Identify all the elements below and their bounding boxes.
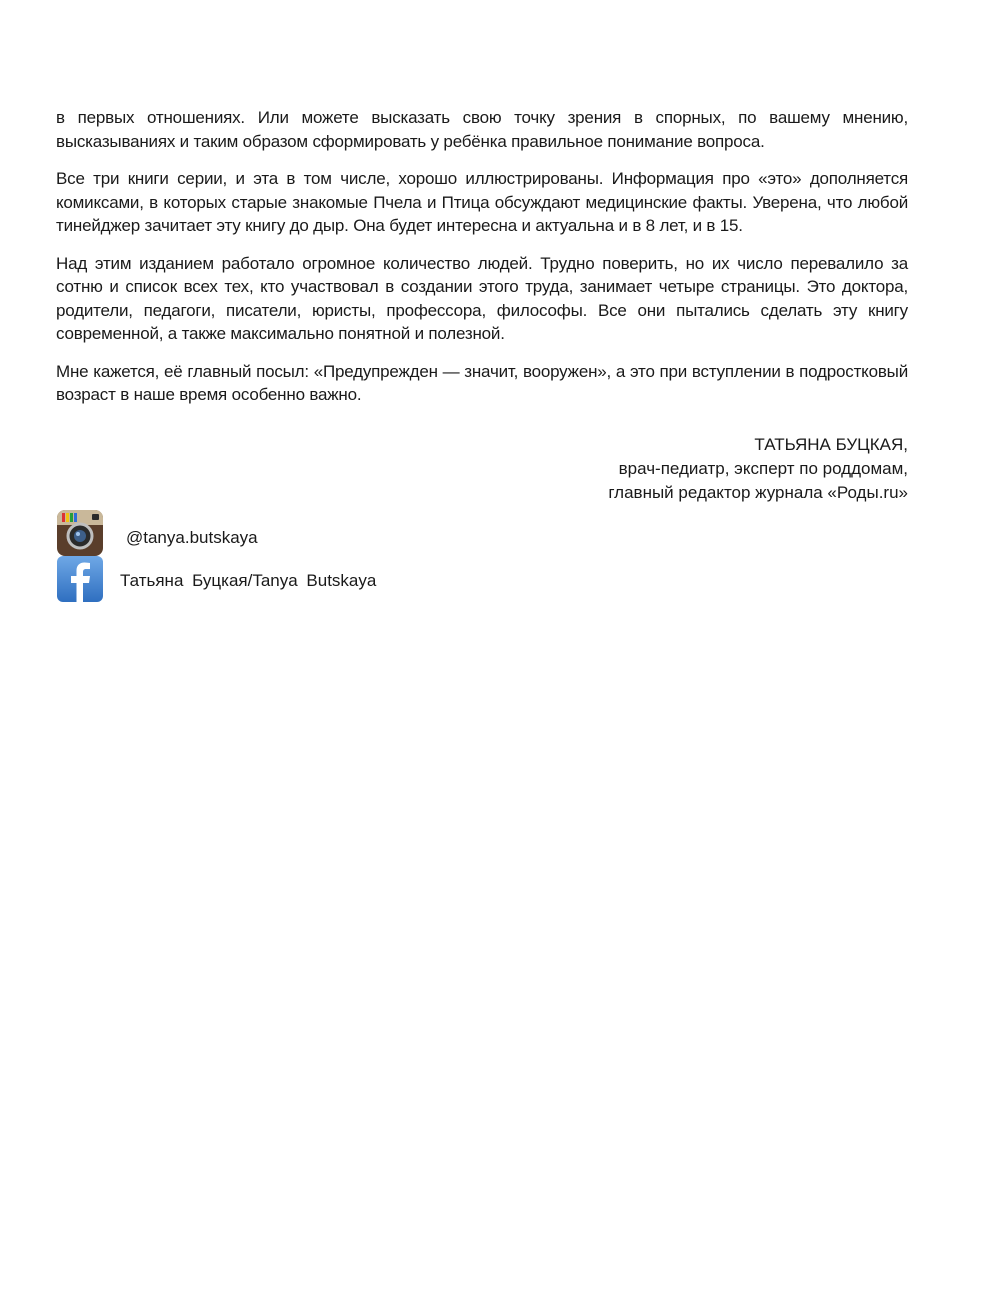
instagram-handle[interactable]: @tanya.butskaya [126, 527, 258, 547]
article-page [56, 106, 908, 605]
paragraph-3: Над этим изданием работало огромное количество людей. Трудно поверить, но их число перевалило за сотню и список всех тех, кто участвовал в создании этого труда, занимает четыре страницы. Это доктора, родители, педагоги, писатели, юристы, профессора, философы. Все они пытались сделать эту книгу современной, а также максимально понятной и полезной. [56, 253, 908, 343]
author-signature [56, 433, 908, 505]
facebook-row[interactable] [56, 553, 908, 605]
social-links [56, 507, 908, 605]
paragraph-1: в первых отношениях. Или можете высказать свою точку зрения в спорных, по вашему мнению, высказываниях и таким образом сформировать у ребёнка правильное понимание вопроса. [56, 108, 908, 151]
paragraph-2: Все три книги серии, и эта в том числе, хорошо иллюстрированы. Информация про «это» дополняется комиксами, в которых старые знакомые Пчела и Птица обсуждают медицинские факты. Уверена, что любой тинейджер зачитает эту книгу до дыр. Она будет интересна и актуальна и в 8 лет, и в 15. [56, 169, 908, 235]
instagram-icon [56, 509, 104, 557]
author-name: ТАТЬЯНА БУЦКАЯ, [754, 434, 908, 454]
author-title-line-2: главный редактор журнала «Роды.ru» [608, 482, 908, 502]
paragraph-4: Мне кажется, её главный посыл: «Предупрежден — значит, вооружен», а это при вступлении в подростковый возраст в наше время особенно важно. [56, 361, 908, 404]
instagram-row[interactable] [56, 507, 908, 559]
facebook-name[interactable]: Татьяна Буцкая/Tanya Butskaya [120, 570, 377, 590]
author-title-line-1: врач-педиатр, эксперт по роддомам, [618, 458, 908, 478]
facebook-icon [56, 555, 104, 603]
